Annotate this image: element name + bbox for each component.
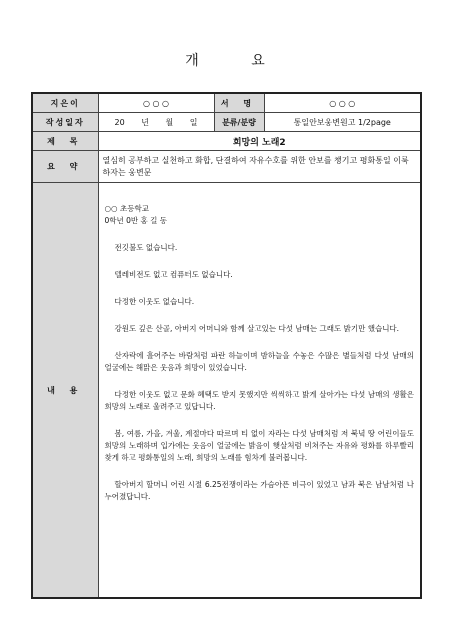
row-author [32,93,421,113]
content-paragraph: 다정한 이웃도 없고 문화 혜택도 받지 못했지만 씩씩하고 밝게 살아가는 다섯 남매의 생활은 희망의 노래로 울려주고 있답니다. [104,390,414,411]
date-label: 작성일자 [32,113,98,132]
row-date [32,113,421,132]
subject-value: 희망의 노래2 [98,132,421,151]
content-paragraph: 텔레비전도 없고 컴퓨터도 없습니다. [114,270,233,279]
content-paragraph: 산자락에 흘어주는 바람처럼 파란 하늘이며 밤하늘을 수놓은 수많은 별들처럼 다섯 남매의 얼굴에는 해맑은 웃음과 희망이 있었습니다. [104,351,414,372]
content-paragraph: 전깃불도 없습니다. [114,243,178,252]
content-paragraph: 다정한 이웃도 없습니다. [114,297,195,306]
category-label: 분류/분량 [214,113,264,132]
author-label: 지은이 [32,93,98,113]
category-value: 통일안보웅변원고 1/2page [264,113,421,132]
overview-form-table [31,92,422,599]
content-student: 0학년 0반 홍 길 동 [104,216,168,225]
signature-label: 서 명 [214,93,264,113]
content-school: ○○ 초등학교 [104,204,149,213]
content-paragraph: 할아버지 할머니 어린 시절 6.25전쟁이라는 가슴아픈 비극이 있었고 남과 북은 남남처럼 나누어졌답니다. [104,480,414,501]
content-paragraph: 강원도 깊은 산골, 아버지 어머니와 함께 살고있는 다섯 남매는 그래도 밝기만 했습니다. [114,324,400,333]
row-content [32,183,421,599]
signature-value: ○ ○ ○ [264,93,421,113]
document-title: 개 요 [185,53,289,69]
date-value: 20 년 월 일 [98,113,214,132]
summary-label: 요 약 [32,151,98,183]
summary-value: 열심히 공부하고 실천하고 화합, 단결하여 자유수호를 위한 안보를 챙기고 평화통일 이룩하자는 웅변문 [98,151,421,183]
content-body [98,183,421,599]
author-value: ○ ○ ○ [98,93,214,113]
content-paragraph: 봄, 여름, 가을, 겨울, 계절마다 따르며 티 없이 자라는 다섯 남매처럼 저 북녘 땅 어린이들도 희망의 노래하며 입가에는 웃음이 얼굴에는 밝음이 햇살처럼 비쳐주는 자유와 평화를 하루빨리 찾게 하고 평화통일의 노래, 희망의 노래를 힘차게 불러봅니다. [104,429,414,462]
subject-label: 제 목 [32,132,98,151]
row-summary [32,151,421,183]
row-subject [32,132,421,151]
content-label: 내 용 [32,183,98,599]
